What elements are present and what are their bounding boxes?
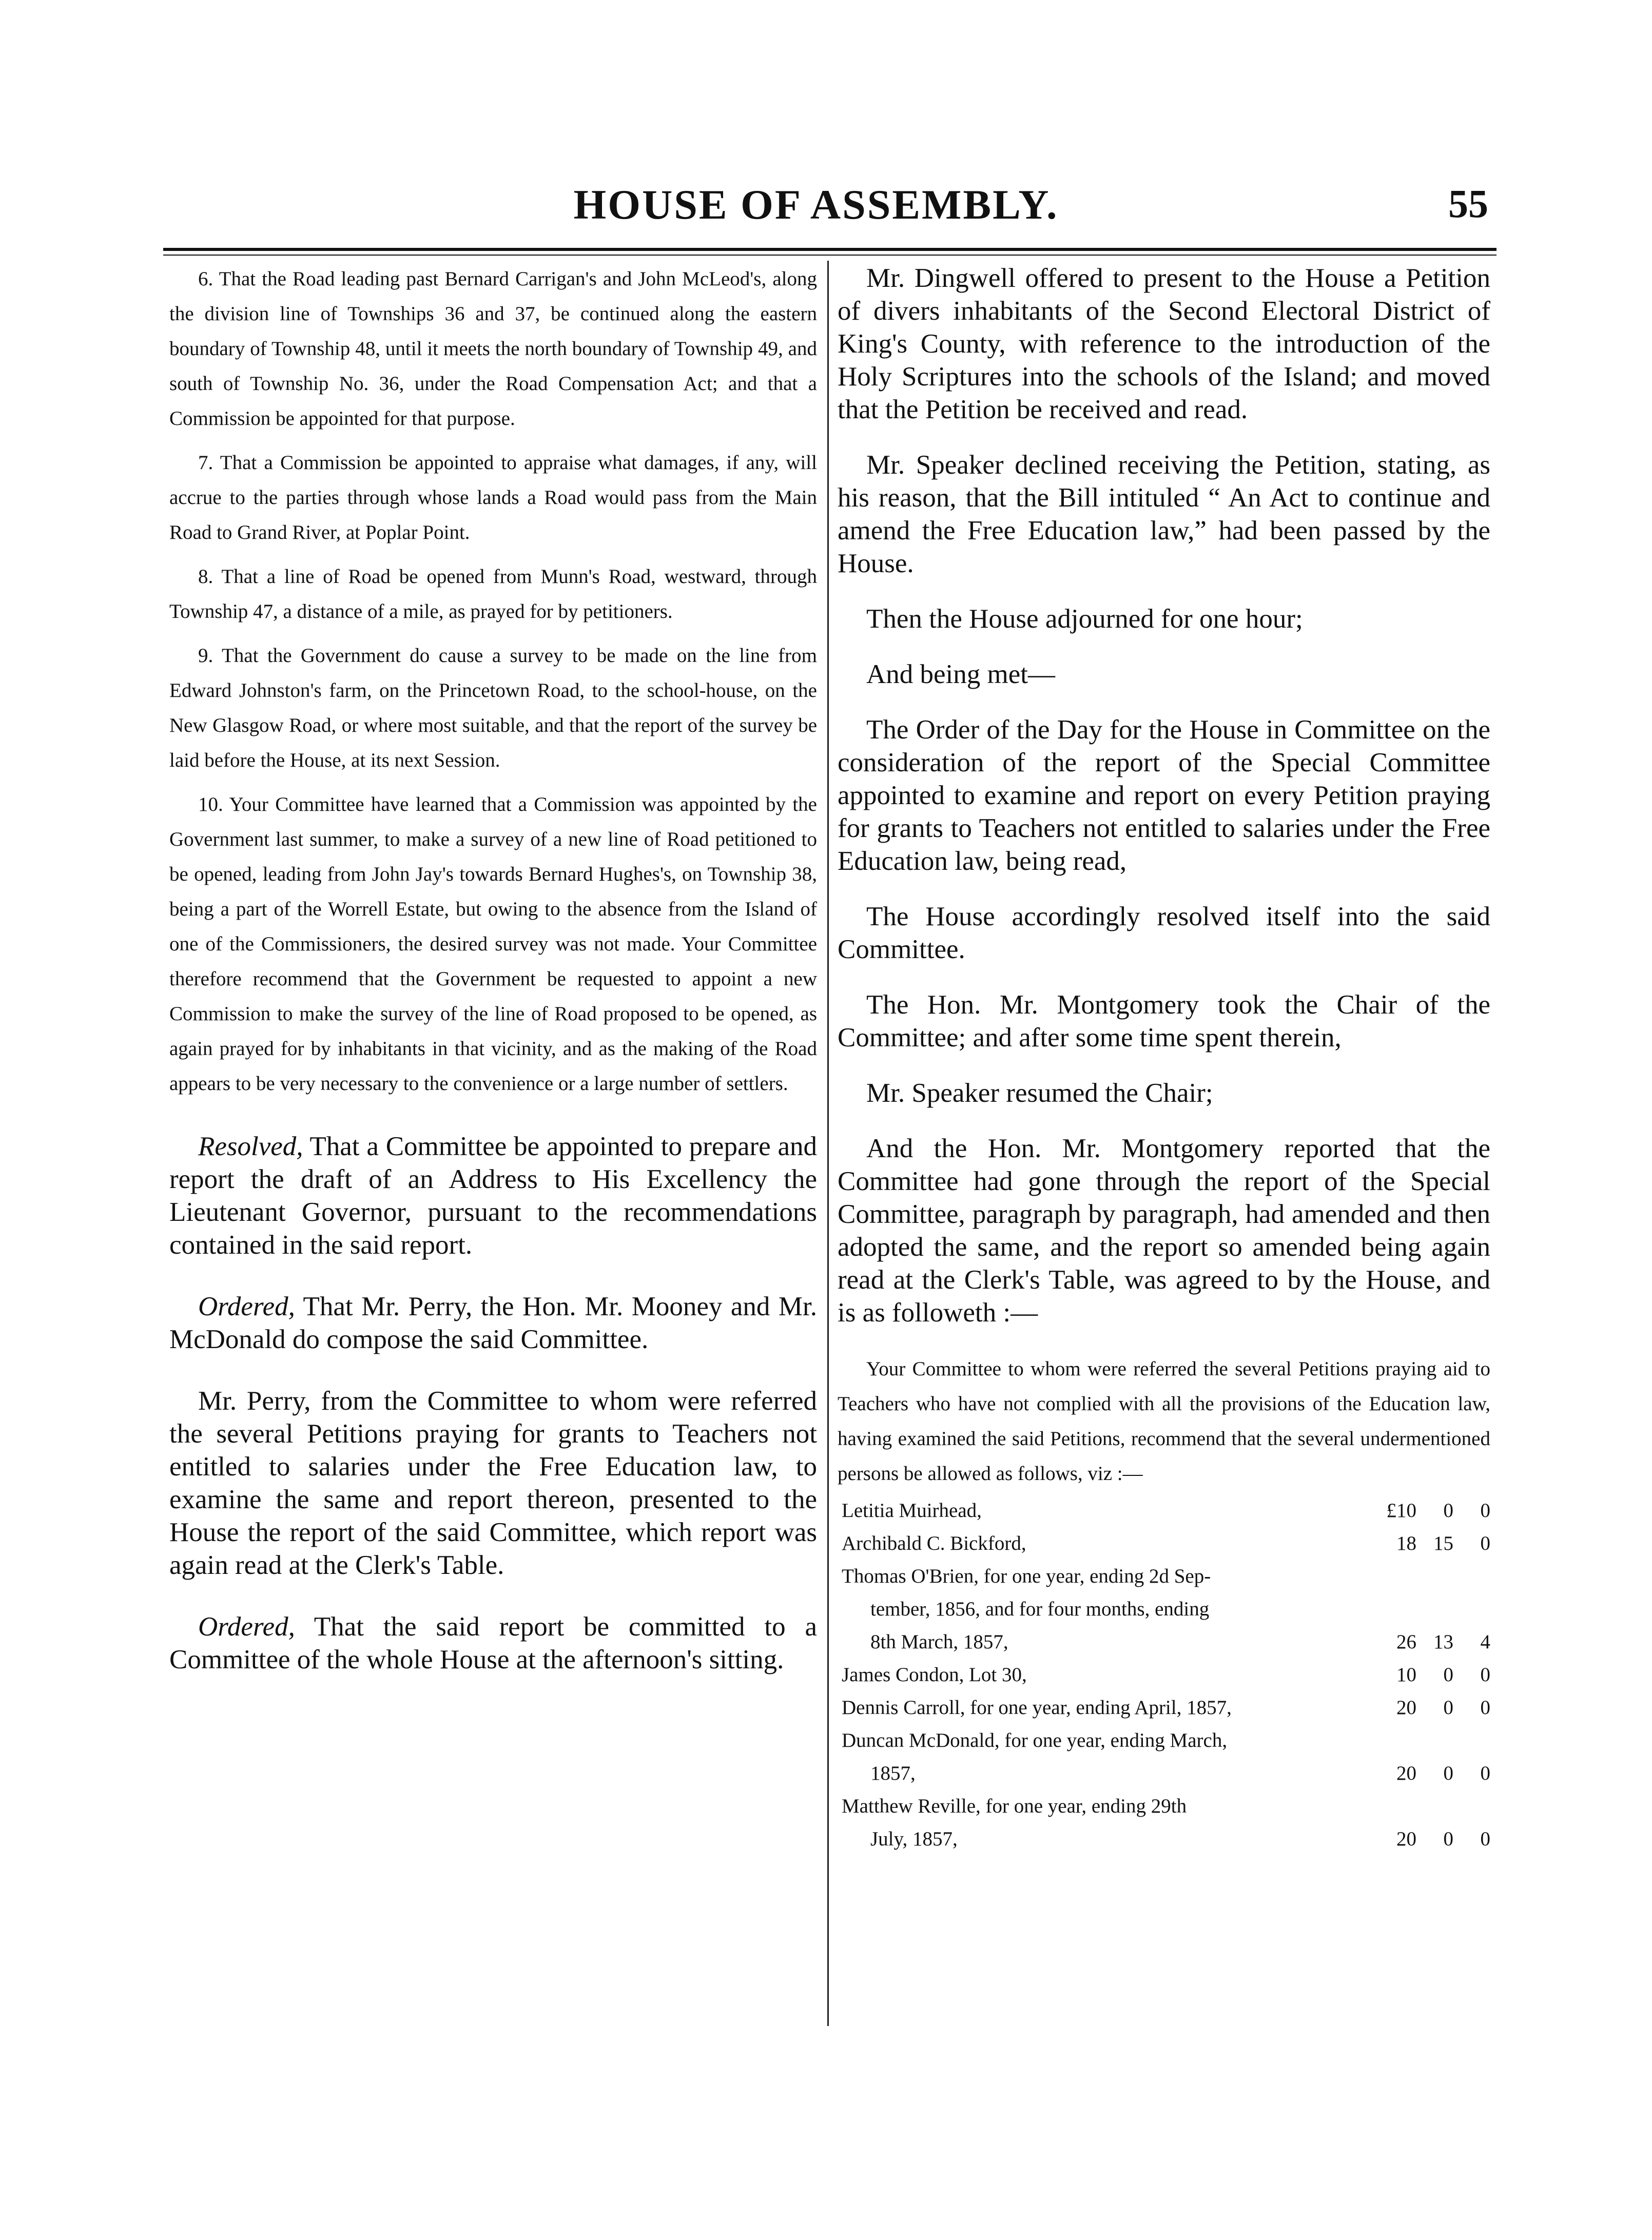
allowance-pence: 0 xyxy=(1480,1532,1490,1554)
allowance-recipient: Thomas O'Brien, for one year, ending 2d Sep- xyxy=(842,1565,1211,1587)
allowance-pence: 0 xyxy=(1480,1697,1490,1719)
allowance-row xyxy=(838,1527,1490,1560)
adjourned-paragraph: Then the House adjourned for one hour; xyxy=(866,604,1303,634)
allowance-recipient: Archibald C. Bickford, xyxy=(842,1532,1026,1554)
allowance-shillings: 0 xyxy=(1443,1664,1453,1686)
right-column xyxy=(838,262,1490,1856)
allowance-pounds: 20 xyxy=(1396,1697,1416,1719)
left-column xyxy=(169,262,817,1676)
allowance-empty-cell xyxy=(1453,1560,1490,1593)
ordered-lead-2: Ordered, xyxy=(198,1612,295,1642)
allowance-row xyxy=(838,1790,1490,1823)
column-divider xyxy=(827,261,829,2026)
speaker-declined-paragraph: Mr. Speaker declined receiving the Petition, stating, as his reason, that the Bill intituled “ An Act to continue and amend the Free Education law,” had been passed by the House. xyxy=(838,450,1490,578)
allowance-shillings: 13 xyxy=(1433,1631,1453,1653)
perry-report-paragraph: Mr. Perry, from the Committee to whom were referred the several Petitions praying for grants to Teachers not entitled to salaries under the Free Education law, to examine the same and report thereon, presented to the House the report of the said Committee, which report was again read at the Clerk's Table. xyxy=(169,1386,817,1580)
resolved-lead: Resolved, xyxy=(198,1132,303,1161)
allowance-row xyxy=(838,1757,1490,1790)
allowance-pounds: £10 xyxy=(1386,1499,1416,1522)
montgomery-chair-paragraph: The Hon. Mr. Montgomery took the Chair of the Committee; and after some time spent therein, xyxy=(838,990,1490,1053)
allowance-recipient: James Condon, Lot 30, xyxy=(842,1664,1027,1686)
ordered-text-1: That Mr. Perry, the Hon. Mr. Mooney and Mr. McDonald do compose the said Committee. xyxy=(169,1292,817,1354)
allowance-recipient-continued: 1857, xyxy=(870,1762,916,1784)
allowance-pounds: 20 xyxy=(1396,1762,1416,1784)
allowance-recipient: Letitia Muirhead, xyxy=(842,1499,982,1522)
allowance-empty-cell xyxy=(1345,1790,1416,1823)
allowance-empty-cell xyxy=(1416,1790,1453,1823)
page-title: HOUSE OF ASSEMBLY. xyxy=(573,181,1059,228)
speaker-resumed-paragraph: Mr. Speaker resumed the Chair; xyxy=(866,1078,1213,1108)
allowance-pence: 0 xyxy=(1480,1664,1490,1686)
allowance-shillings: 0 xyxy=(1443,1762,1453,1784)
allowance-pence: 0 xyxy=(1480,1499,1490,1522)
allowance-empty-cell xyxy=(1345,1593,1416,1626)
committee-item-10: 10. Your Committee have learned that a Commission was appointed by the Government last summer, to make a survey of a new line of Road petitioned to be opened, leading from John Jay's towards Bernard Hughes's, on Township 38, being a part of the Worrell Estate, but owing to the absence from the Island of one of the Commissioners, the desired survey was not made. Your Committee therefore recommend that the Government be requested to appoint a new Commission to make the survey of the line of Road proposed to be opened, as again prayed for by inhabitants in that vicinity, and as the making of the Road appears to be very necessary to the convenience or a large number of settlers. xyxy=(169,793,817,1095)
allowance-empty-cell xyxy=(1453,1790,1490,1823)
committee-item-9: 9. That the Government do cause a survey to be made on the line from Edward Johnston's farm, on the Princetown Road, to the school-house, on the New Glasgow Road, or where most suitable, and that the report of the survey be laid before the House, at its next Session. xyxy=(169,645,817,771)
allowance-row xyxy=(838,1659,1490,1691)
allowance-row xyxy=(838,1626,1490,1659)
ordered-paragraph-1 xyxy=(169,1290,817,1356)
allowance-pounds: 10 xyxy=(1396,1664,1416,1686)
resolved-text: That a Committee be appointed to prepare and report the draft of an Address to His Excellency the Lieutenant Governor, pursuant to the recommendations contained in the said report. xyxy=(169,1132,817,1260)
allowance-shillings: 15 xyxy=(1433,1532,1453,1554)
allowance-empty-cell xyxy=(1416,1593,1453,1626)
committee-item-8: 8. That a line of Road be opened from Munn's Road, westward, through Township 47, a distance of a mile, as prayed for by petitioners. xyxy=(169,566,817,622)
committee-item-7: 7. That a Commission be appointed to appraise what damages, if any, will accrue to the parties through whose lands a Road would pass from the Main Road to Grand River, at Poplar Point. xyxy=(169,452,817,543)
allowances-table xyxy=(838,1494,1490,1856)
allowance-row xyxy=(838,1823,1490,1856)
allowance-shillings: 0 xyxy=(1443,1499,1453,1522)
allowance-row xyxy=(838,1691,1490,1724)
allowance-pence: 0 xyxy=(1480,1762,1490,1784)
allowance-recipient: Duncan McDonald, for one year, ending March, xyxy=(842,1729,1228,1751)
resolved-into-committee-paragraph: The House accordingly resolved itself into the said Committee. xyxy=(838,902,1490,964)
allowance-empty-cell xyxy=(1416,1560,1453,1593)
allowance-empty-cell xyxy=(1345,1560,1416,1593)
allowance-shillings: 0 xyxy=(1443,1697,1453,1719)
allowance-pence: 4 xyxy=(1480,1631,1490,1653)
allowance-row xyxy=(838,1593,1490,1626)
allowance-empty-cell xyxy=(1416,1724,1453,1757)
allowance-recipient-continued: July, 1857, xyxy=(870,1828,958,1850)
allowance-recipient: Dennis Carroll, for one year, ending April, 1857, xyxy=(842,1697,1232,1719)
ordered-paragraph-2 xyxy=(169,1610,817,1676)
order-of-day-paragraph: The Order of the Day for the House in Committee on the consideration of the report of the Special Committee appointed to examine and report on every Petition praying for grants to Teachers not entitled to salaries under the Free Education law, being read, xyxy=(838,715,1490,876)
montgomery-report-paragraph: And the Hon. Mr. Montgomery reported that the Committee had gone through the report of the Special Committee, paragraph by paragraph, had amended and then adopted the same, and the report so amended being again read at the Clerk's Table, was agreed to by the House, and is as followeth :— xyxy=(838,1134,1490,1328)
resolved-paragraph xyxy=(169,1130,817,1261)
allowance-empty-cell xyxy=(1453,1724,1490,1757)
allowance-empty-cell xyxy=(1345,1724,1416,1757)
allowance-pounds: 20 xyxy=(1396,1828,1416,1850)
allowance-recipient-continued: 8th March, 1857, xyxy=(870,1631,1008,1653)
allowance-pounds: 18 xyxy=(1396,1532,1416,1554)
allowance-recipient-continued: tember, 1856, and for four months, ending xyxy=(870,1598,1210,1620)
allowance-row xyxy=(838,1494,1490,1527)
dingwell-petition-paragraph: Mr. Dingwell offered to present to the House a Petition of divers inhabitants of the Second Electoral District of King's County, with reference to the introduction of the Holy Scriptures into the schools of the Island; and moved that the Petition be received and read. xyxy=(838,263,1490,424)
being-met-paragraph: And being met— xyxy=(866,659,1055,689)
ordered-lead-1: Ordered, xyxy=(198,1292,295,1321)
committee-report-intro: Your Committee to whom were referred the several Petitions praying aid to Teachers who have not complied with all the provisions of the Education law, having examined the said Petitions, recommend that the several undermentioned persons be allowed as follows, viz :— xyxy=(838,1358,1490,1485)
allowance-row xyxy=(838,1724,1490,1757)
header-rule-thick xyxy=(163,248,1496,251)
ordered-text-2: That the said report be committed to a Committee of the whole House at the afternoon's sitting. xyxy=(169,1612,817,1674)
allowance-pounds: 26 xyxy=(1396,1631,1416,1653)
allowance-recipient: Matthew Reville, for one year, ending 29th xyxy=(842,1795,1187,1817)
header-rule-thin xyxy=(163,255,1496,256)
allowance-empty-cell xyxy=(1453,1593,1490,1626)
allowance-row xyxy=(838,1560,1490,1593)
allowance-shillings: 0 xyxy=(1443,1828,1453,1850)
allowance-pence: 0 xyxy=(1480,1828,1490,1850)
page-number: 55 xyxy=(1448,181,1488,226)
committee-item-6: 6. That the Road leading past Bernard Carrigan's and John McLeod's, along the division line of Townships 36 and 37, be continued along the eastern boundary of Township 48, until it meets the north boundary of Township 49, and south of Township No. 36, under the Road Compensation Act; and that a Commission be appointed for that purpose. xyxy=(169,268,817,430)
